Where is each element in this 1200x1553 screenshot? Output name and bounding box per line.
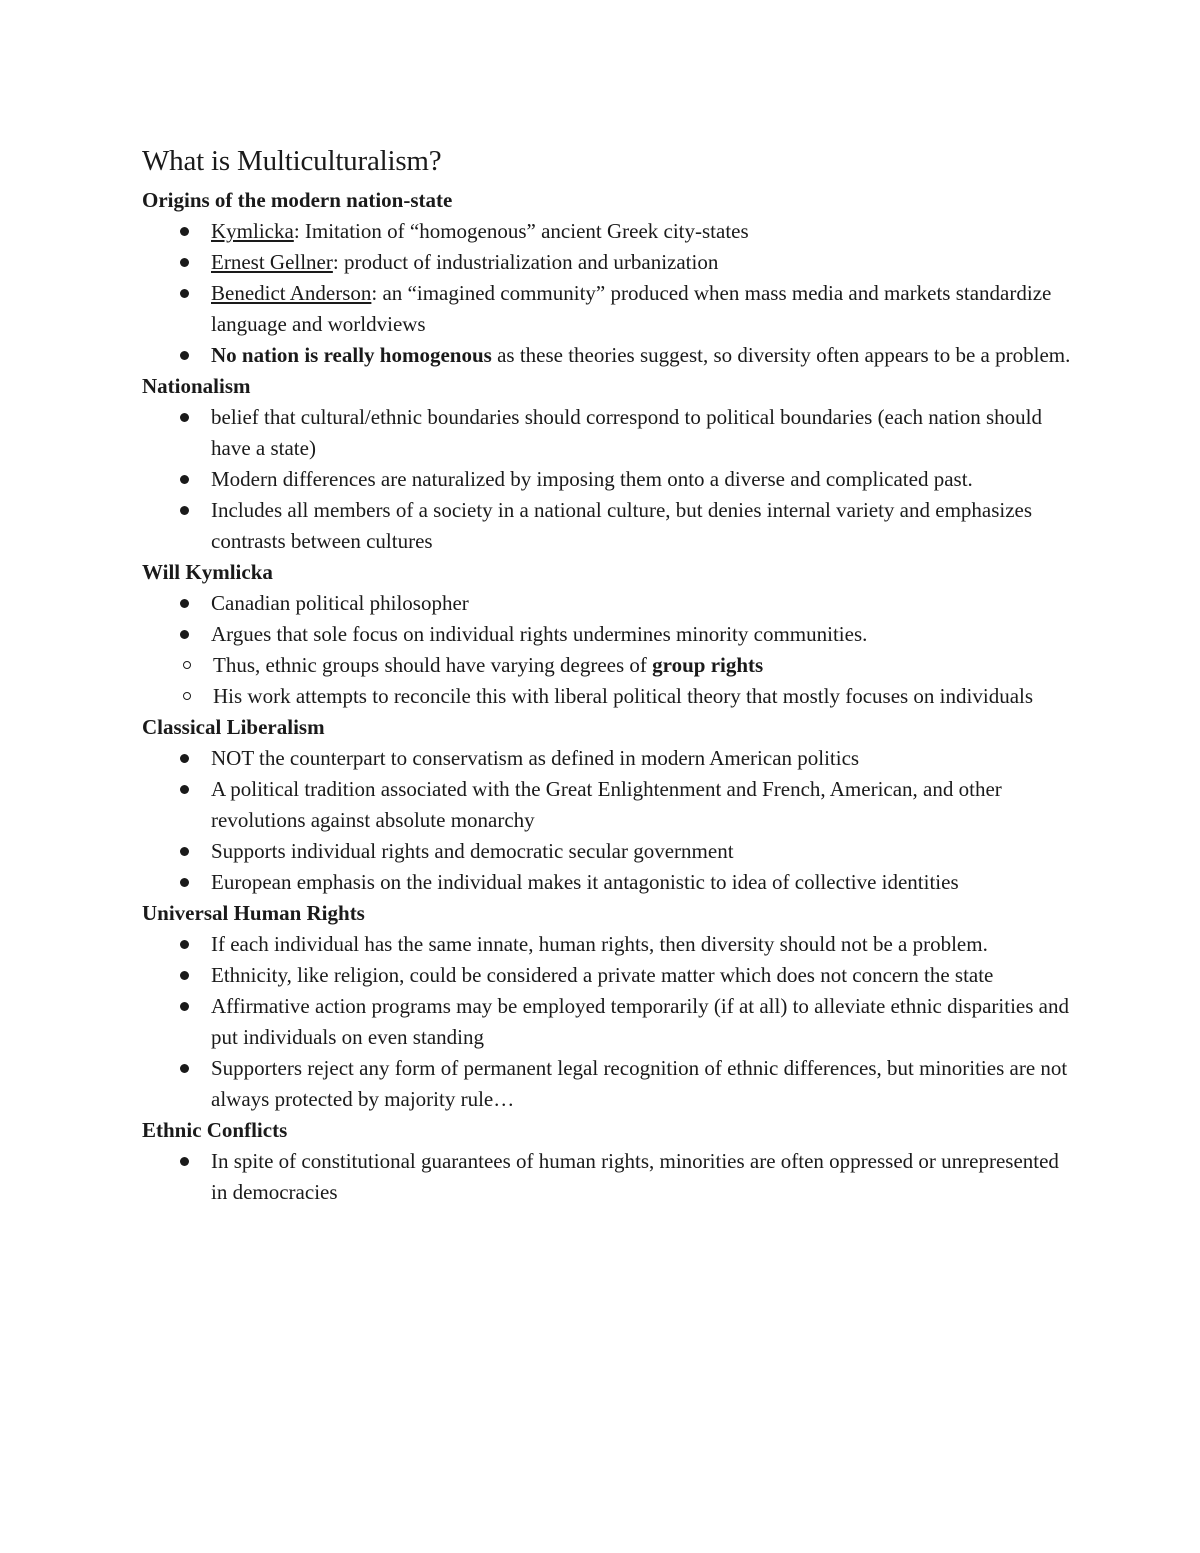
document-page bbox=[142, 142, 1072, 1208]
list-item: Modern differences are naturalized by imposing them onto a diverse and complicated past. bbox=[142, 464, 1072, 495]
section-heading: Universal Human Rights bbox=[142, 901, 365, 925]
bullet-list bbox=[142, 402, 1072, 557]
list-item: belief that cultural/ethnic boundaries should correspond to political boundaries (each nation should have a state) bbox=[142, 402, 1072, 464]
list-item: Canadian political philosopher bbox=[142, 588, 1072, 619]
section-heading: Classical Liberalism bbox=[142, 715, 325, 739]
section-nationalism bbox=[142, 371, 1072, 557]
section-origins bbox=[142, 185, 1072, 371]
list-item: NOT the counterpart to conservatism as defined in modern American politics bbox=[142, 743, 1072, 774]
sub-list-item: Thus, ethnic groups should have varying degrees of group rights bbox=[142, 650, 1072, 681]
list-item: No nation is really homogenous as these theories suggest, so diversity often appears to be a problem. bbox=[142, 340, 1072, 371]
list-item: Benedict Anderson: an “imagined community” produced when mass media and markets standardize language and worldviews bbox=[142, 278, 1072, 340]
page-title: What is Multiculturalism? bbox=[142, 145, 442, 177]
section-will-kymlicka bbox=[142, 557, 1072, 712]
list-item: Supports individual rights and democratic secular government bbox=[142, 836, 1072, 867]
bullet-list bbox=[142, 929, 1072, 1115]
list-item: If each individual has the same innate, human rights, then diversity should not be a problem. bbox=[142, 929, 1072, 960]
list-item: Affirmative action programs may be employed temporarily (if at all) to alleviate ethnic disparities and put individuals on even standing bbox=[142, 991, 1072, 1053]
list-item: Supporters reject any form of permanent legal recognition of ethnic differences, but minorities are not always protected by majority rule… bbox=[142, 1053, 1072, 1115]
bullet-list bbox=[142, 1146, 1072, 1208]
list-item: Argues that sole focus on individual rights undermines minority communities. bbox=[142, 619, 1072, 650]
section-heading: Nationalism bbox=[142, 374, 251, 398]
section-heading: Will Kymlicka bbox=[142, 560, 273, 584]
emphasis: group rights bbox=[652, 653, 764, 677]
list-item: A political tradition associated with the Great Enlightenment and French, American, and other revolutions against absolute monarchy bbox=[142, 774, 1072, 836]
bullet-list bbox=[142, 588, 1072, 650]
term: Benedict Anderson bbox=[211, 281, 372, 305]
list-item: In spite of constitutional guarantees of human rights, minorities are often oppressed or unrepresented in democracies bbox=[142, 1146, 1072, 1208]
term: Kymlicka bbox=[211, 219, 294, 243]
section-classical-liberalism bbox=[142, 712, 1072, 898]
list-item: European emphasis on the individual makes it antagonistic to idea of collective identities bbox=[142, 867, 1072, 898]
list-item: Kymlicka: Imitation of “homogenous” ancient Greek city-states bbox=[142, 216, 1072, 247]
section-ethnic-conflicts bbox=[142, 1115, 1072, 1208]
list-item: Ernest Gellner: product of industrialization and urbanization bbox=[142, 247, 1072, 278]
sub-list-item: His work attempts to reconcile this with liberal political theory that mostly focuses on individuals bbox=[142, 681, 1072, 712]
bullet-list bbox=[142, 216, 1072, 371]
bullet-list bbox=[142, 743, 1072, 898]
section-heading: Ethnic Conflicts bbox=[142, 1118, 288, 1142]
sub-bullet-list bbox=[142, 650, 1072, 712]
section-universal-human-rights bbox=[142, 898, 1072, 1115]
section-heading: Origins of the modern nation-state bbox=[142, 188, 453, 212]
emphasis: No nation is really homogenous bbox=[211, 343, 492, 367]
term: Ernest Gellner bbox=[211, 250, 333, 274]
list-item: Ethnicity, like religion, could be considered a private matter which does not concern the state bbox=[142, 960, 1072, 991]
list-item: Includes all members of a society in a national culture, but denies internal variety and emphasizes contrasts between cultures bbox=[142, 495, 1072, 557]
